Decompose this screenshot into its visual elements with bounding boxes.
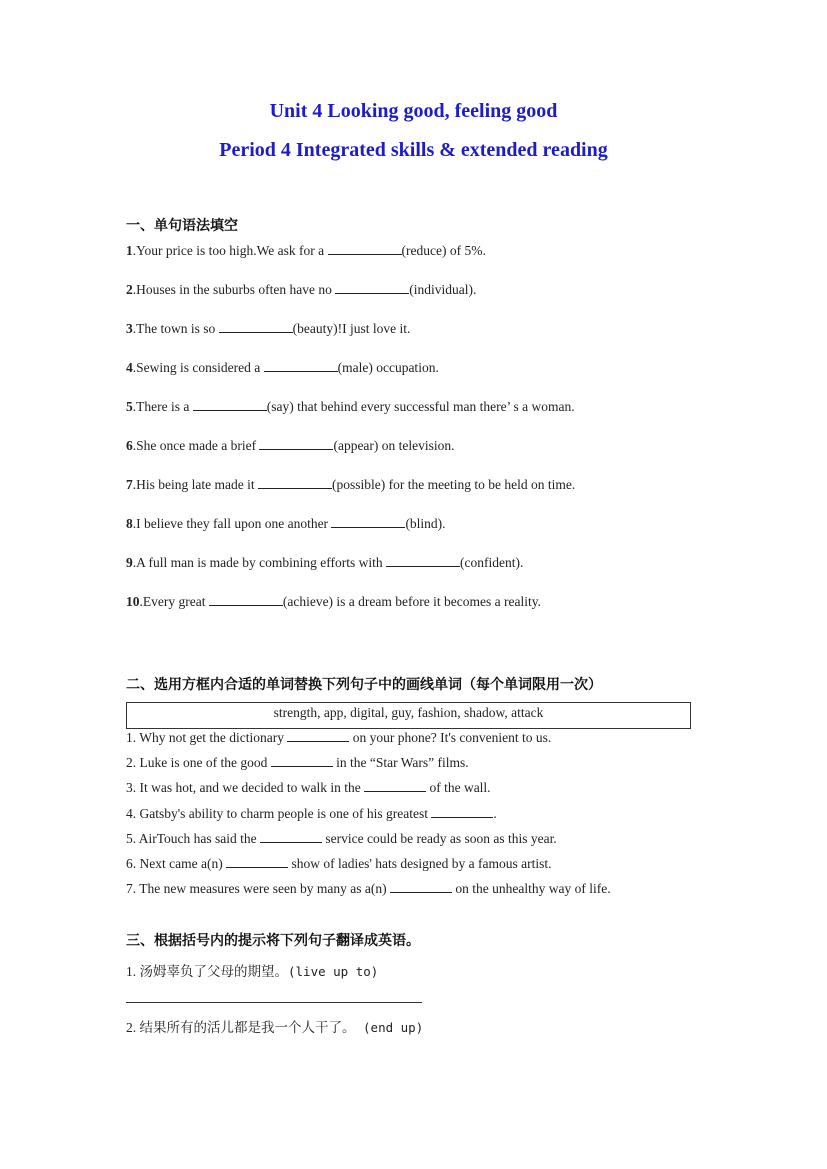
item-text-before: .His being late made it — [132, 477, 258, 492]
answer-blank[interactable] — [364, 781, 426, 792]
item-text-before: 7. The new measures were seen by many as a(n) — [126, 881, 391, 897]
item-text-before: 1. Why not get the dictionary — [126, 730, 288, 745]
item-text-before: .Sewing is considered a — [132, 360, 264, 375]
section1-heading: 一、单句语法填空 — [126, 218, 238, 234]
item-text-after: (male) occupation. — [337, 360, 439, 375]
item-number: 9 — [126, 555, 133, 570]
answer-blank[interactable] — [431, 807, 493, 818]
item-text-after: in the “Star Wars” films. — [332, 755, 469, 771]
item-number: 10 — [126, 594, 140, 609]
item-number: 4 — [126, 360, 133, 375]
replace-item — [126, 806, 497, 822]
answer-blank[interactable] — [226, 857, 288, 868]
word-box: strength, app, digital, guy, fashion, shadow, attack — [126, 702, 691, 729]
item-text-before: 5. AirTouch has said the — [126, 830, 261, 846]
answer-blank[interactable] — [260, 832, 322, 843]
answer-blank[interactable] — [259, 439, 333, 450]
item-text-before: 3. It was hot, and we decided to walk in the — [126, 780, 365, 796]
grammar-item — [126, 321, 410, 337]
replace-item — [126, 881, 611, 897]
answer-line[interactable] — [126, 1002, 422, 1003]
item-text-after: (individual). — [409, 282, 477, 297]
item-text-before: 2. Luke is one of the good — [126, 755, 271, 771]
item-text-after: on the unhealthy way of life. — [452, 881, 611, 897]
translation-hint: (end up) — [355, 1020, 424, 1035]
grammar-item — [126, 282, 476, 298]
translation-text: 1. 汤姆辜负了父母的期望。 — [126, 964, 288, 979]
replace-item — [126, 856, 551, 872]
section3-heading: 三、根据括号内的提示将下列句子翻译成英语。 — [126, 933, 420, 949]
item-number: 3 — [126, 321, 133, 336]
item-text-after: of the wall. — [426, 780, 491, 796]
period-title: Period 4 Integrated skills & extended reading — [219, 139, 608, 161]
item-number: 7 — [126, 477, 133, 492]
replace-item — [126, 780, 491, 796]
item-number: 5 — [126, 399, 133, 414]
answer-blank[interactable] — [331, 517, 405, 528]
item-number: 2 — [126, 282, 133, 297]
item-text-before: .The town is so — [132, 321, 219, 336]
item-number: 6 — [126, 438, 133, 453]
translation-text: 2. 结果所有的活儿都是我一个人干了。 — [126, 1020, 356, 1035]
item-text-after: (reduce) of 5%. — [401, 243, 486, 258]
item-text-after: (achieve) is a dream before it becomes a reality. — [282, 594, 541, 609]
grammar-item — [126, 594, 541, 610]
item-text-after: (beauty)!I just love it. — [292, 321, 411, 336]
answer-blank[interactable] — [258, 478, 332, 489]
item-text-before: .Every great — [139, 594, 209, 609]
answer-blank[interactable] — [264, 361, 338, 372]
grammar-item — [126, 477, 575, 493]
item-text-after: (confident). — [459, 555, 524, 570]
answer-blank[interactable] — [219, 322, 293, 333]
replace-item — [126, 831, 557, 847]
translation-item-1 — [126, 960, 378, 980]
translation-hint: (live up to) — [288, 964, 379, 979]
item-text-after: . — [493, 805, 497, 821]
answer-blank[interactable] — [335, 283, 409, 294]
answer-blank[interactable] — [328, 244, 402, 255]
item-text-after: (appear) on television. — [333, 438, 455, 453]
item-text-before: .A full man is made by combining efforts with — [132, 555, 386, 570]
item-text-before: .Your price is too high.We ask for a — [132, 243, 328, 258]
answer-blank[interactable] — [209, 595, 283, 606]
grammar-item — [126, 243, 486, 259]
unit-title: Unit 4 Looking good, feeling good — [269, 100, 558, 122]
item-text-before: .She once made a brief — [132, 438, 260, 453]
translation-item-2 — [126, 1016, 423, 1036]
item-number: 1 — [126, 243, 133, 258]
item-text-after: (blind). — [405, 516, 446, 531]
item-text-before: .There is a — [132, 399, 193, 414]
answer-blank[interactable] — [271, 756, 333, 767]
item-text-before: .Houses in the suburbs often have no — [132, 282, 336, 297]
item-text-after: (possible) for the meeting to be held on time. — [331, 477, 576, 492]
replace-item — [126, 730, 551, 746]
grammar-item — [126, 360, 439, 376]
item-text-after: on your phone? It's convenient to us. — [349, 730, 552, 745]
grammar-item — [126, 438, 455, 454]
item-text-after: service could be ready as soon as this year. — [322, 830, 557, 846]
grammar-item — [126, 555, 523, 571]
answer-blank[interactable] — [390, 882, 452, 893]
section2-heading: 二、选用方框内合适的单词替换下列句子中的画线单词（每个单词限用一次） — [126, 677, 602, 693]
grammar-item — [126, 399, 575, 415]
item-text-before: 6. Next came a(n) — [126, 856, 227, 871]
answer-blank[interactable] — [386, 556, 460, 567]
item-number: 8 — [126, 516, 133, 531]
item-text-after: show of ladies' hats designed by a famous artist. — [288, 856, 552, 871]
item-text-after: (say) that behind every successful man there’ s a woman. — [266, 399, 575, 414]
item-text-before: .I believe they fall upon one another — [132, 516, 332, 531]
answer-blank[interactable] — [287, 731, 349, 742]
replace-item — [126, 755, 469, 771]
item-text-before: 4. Gatsby's ability to charm people is one of his greatest — [126, 805, 432, 821]
answer-blank[interactable] — [193, 400, 267, 411]
grammar-item — [126, 516, 446, 532]
